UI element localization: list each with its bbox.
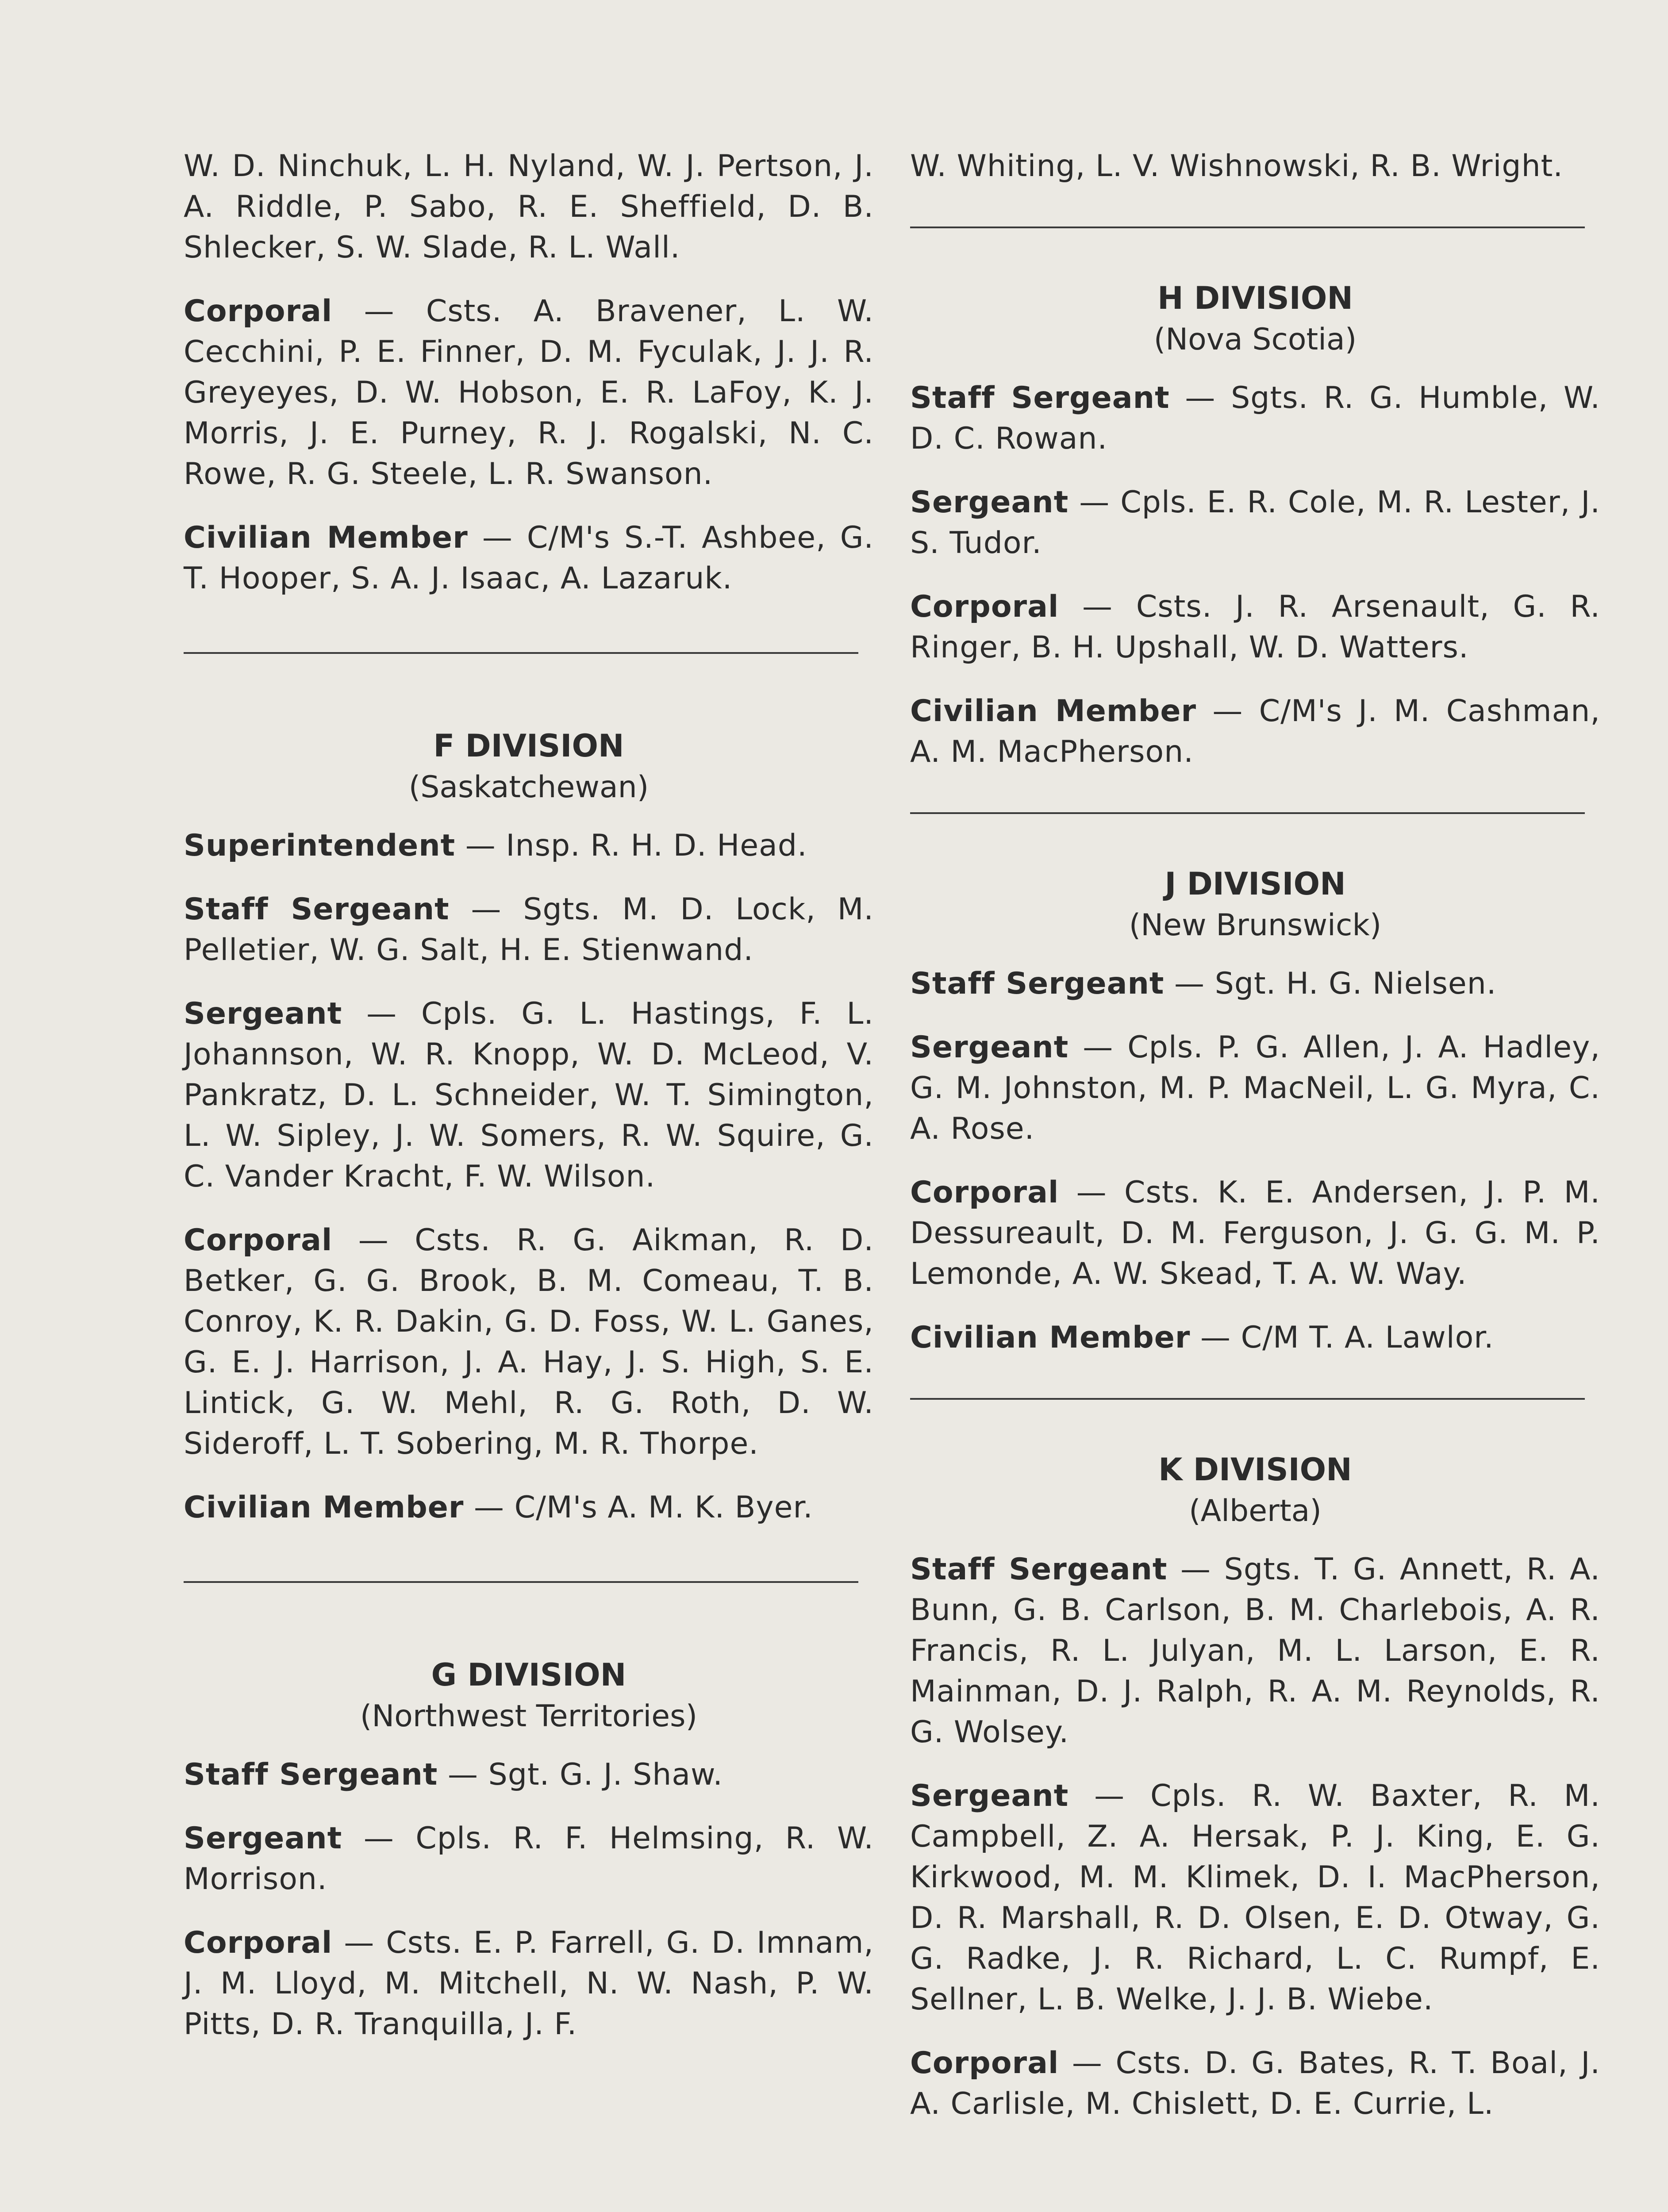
k-division-staff-sergeant-entry <box>910 1549 1600 1753</box>
division-province: (Alberta) <box>1189 1494 1322 1528</box>
member-names: — Sgts. R. G. Humble, W. D. C. Rowan. <box>910 380 1601 456</box>
f-division-sergeant-entry <box>184 994 874 1197</box>
j-division-civilian-entry <box>910 1317 1600 1358</box>
member-names: — Cpls. G. L. Hastings, F. L. Johannson, W. R. Knopp, W. D. McLeod, V. Pankratz, D. L. Schneider, W. T. Simington, L. W. Sipley, J. W. Somers, R. W. Squire, G. C. Vander Kracht, F. W. Wilson. <box>184 996 874 1194</box>
member-names: — Csts. E. P. Farrell, G. D. Imnam, J. M. Lloyd, M. Mitchell, N. W. Nash, P. W. Pitts, D. R. Tranquilla, J. F. <box>184 1925 874 2042</box>
e-division-continued-names: W. D. Ninchuk, L. H. Nyland, W. J. Pertson, J. A. Riddle, P. Sabo, R. E. Sheffield, D. B. Shlecker, S. W. Slade, R. L. Wall. <box>184 149 874 265</box>
right-column <box>910 146 1600 2147</box>
rank-label: Staff Sergeant <box>184 892 450 927</box>
h-division-staff-sergeant-entry <box>910 378 1600 459</box>
rank-label: Staff Sergeant <box>184 1757 438 1792</box>
rank-label: Sergeant <box>184 1821 342 1856</box>
section-divider <box>184 652 858 654</box>
rank-label: Superintendent <box>184 828 456 863</box>
member-names: — Csts. D. G. Bates, R. T. Boal, J. A. Carlisle, M. Chislett, D. E. Currie, L. <box>910 2046 1600 2121</box>
member-names: — C/M's S.-T. Ashbee, G. T. Hooper, S. A. J. Isaac, A. Lazaruk. <box>184 520 874 596</box>
division-title: F DIVISION <box>433 728 624 764</box>
rank-label: Civilian Member <box>910 1320 1191 1355</box>
division-title: K DIVISION <box>1158 1452 1352 1488</box>
e-division-civilian-entry <box>184 518 874 599</box>
g-division-heading <box>184 1654 874 1737</box>
j-division-corporal-entry <box>910 1172 1600 1294</box>
g-division-continued-names: W. Whiting, L. V. Wishnowski, R. B. Wright. <box>910 149 1563 184</box>
rank-label: Corporal <box>910 589 1059 624</box>
division-province: (Saskatchewan) <box>408 770 649 805</box>
member-names: — C/M's J. M. Cashman, A. M. MacPherson. <box>910 694 1600 769</box>
division-province: (New Brunswick) <box>1129 908 1382 943</box>
h-division-sergeant-entry <box>910 482 1600 564</box>
member-names: — Sgts. M. D. Lock, M. Pelletier, W. G. Salt, H. E. Stienwand. <box>184 892 874 968</box>
rank-label: Staff Sergeant <box>910 1552 1168 1587</box>
g-division-corporal-entry <box>184 1923 874 2045</box>
h-division-corporal-entry <box>910 587 1600 668</box>
left-column <box>184 146 874 2068</box>
division-title: G DIVISION <box>431 1657 626 1693</box>
member-names: — Insp. R. H. D. Head. <box>455 828 807 863</box>
g-division-sergeant-entry <box>184 1818 874 1900</box>
rank-label: Civilian Member <box>184 1490 464 1525</box>
division-province: (Northwest Territories) <box>360 1699 698 1734</box>
division-title: J DIVISION <box>1165 866 1346 902</box>
k-division-heading <box>910 1448 1600 1532</box>
rank-label: Sergeant <box>184 996 342 1031</box>
f-division-civilian-entry <box>184 1487 874 1528</box>
j-division-sergeant-entry <box>910 1027 1600 1149</box>
member-names: — Csts. J. R. Arsenault, G. R. Ringer, B. H. Upshall, W. D. Watters. <box>910 589 1600 665</box>
e-division-corporal-entry <box>184 291 874 495</box>
k-division-sergeant-entry <box>910 1776 1600 2020</box>
h-division-heading <box>910 277 1600 360</box>
section-divider <box>910 227 1585 228</box>
member-names: — Csts. K. E. Andersen, J. P. M. Dessureault, D. M. Ferguson, J. G. G. M. P. Lemonde, A. W. Skead, T. A. W. Way. <box>910 1175 1600 1291</box>
f-division-corporal-entry <box>184 1220 874 1464</box>
rank-label: Corporal <box>184 1223 333 1258</box>
member-names: — Sgt. G. J. Shaw. <box>438 1757 723 1792</box>
member-names: — Cpls. R. F. Helmsing, R. W. Morrison. <box>184 1821 874 1897</box>
g-division-staff-sergeant-entry <box>184 1755 874 1795</box>
division-province: (Nova Scotia) <box>1153 322 1357 357</box>
h-division-civilian-entry <box>910 691 1600 772</box>
f-division-heading <box>184 725 874 808</box>
member-names: — Csts. R. G. Aikman, R. D. Betker, G. G. Brook, B. M. Comeau, T. B. Conroy, K. R. Dakin, G. D. Foss, W. L. Ganes, G. E. J. Harrison, J. A. Hay, J. S. High, S. E. Lintick, G. W. Mehl, R. G. Roth, D. W. Sideroff, L. T. Sobering, M. R. Thorpe. <box>184 1223 874 1461</box>
rank-label: Corporal <box>910 2046 1059 2081</box>
rank-label: Corporal <box>910 1175 1059 1210</box>
member-names: — Csts. A. Bravener, L. W. Cecchini, P. E. Finner, D. M. Fyculak, J. J. R. Greyeyes, D. W. Hobson, E. R. LaFoy, K. J. Morris, J. E. Purney, R. J. Rogalski, N. C. Rowe, R. G. Steele, L. R. Swanson. <box>184 294 874 492</box>
rank-label: Civilian Member <box>910 694 1197 729</box>
member-names: — Cpls. P. G. Allen, J. A. Hadley, G. M. Johnston, M. P. MacNeil, L. G. Myra, C. A. Rose. <box>910 1030 1600 1146</box>
f-division-staff-sergeant-entry <box>184 889 874 971</box>
rank-label: Corporal <box>184 294 333 329</box>
f-division-superintendent-entry <box>184 826 874 866</box>
division-title: H DIVISION <box>1157 280 1353 316</box>
j-division-heading <box>910 863 1600 946</box>
member-names: — Cpls. R. W. Baxter, R. M. Campbell, Z. A. Hersak, P. J. King, E. G. Kirkwood, M. M. Klimek, D. I. MacPherson, D. R. Marshall, R. D. Olsen, E. D. Otway, G. G. Radke, J. R. Richard, L. C. Rumpf, E. Sellner, L. B. Welke, J. J. B. Wiebe. <box>910 1778 1600 2017</box>
rank-label: Civilian Member <box>184 520 468 555</box>
rank-label: Staff Sergeant <box>910 966 1165 1001</box>
member-names: — C/M T. A. Lawlor. <box>1190 1320 1494 1355</box>
rank-label: Staff Sergeant <box>910 380 1170 415</box>
rank-label: Sergeant <box>910 1778 1069 1813</box>
section-divider <box>910 1398 1585 1400</box>
section-divider <box>910 812 1585 814</box>
member-names: — Cpls. E. R. Cole, M. R. Lester, J. S. Tudor. <box>910 485 1600 561</box>
rank-label: Sergeant <box>910 1030 1069 1065</box>
section-divider <box>184 1581 858 1583</box>
member-names: — C/M's A. M. K. Byer. <box>464 1490 813 1525</box>
j-division-staff-sergeant-entry <box>910 964 1600 1004</box>
k-division-corporal-entry <box>910 2043 1600 2124</box>
member-names: — Sgt. H. G. Nielsen. <box>1164 966 1497 1001</box>
rank-label: Corporal <box>184 1925 333 1960</box>
member-names: — Sgts. T. G. Annett, R. A. Bunn, G. B. Carlson, B. M. Charlebois, A. R. Francis, R. L. Julyan, M. L. Larson, E. R. Mainman, D. J. Ralph, R. A. M. Reynolds, R. G. Wolsey. <box>910 1552 1600 1750</box>
rank-label: Sergeant <box>910 485 1069 520</box>
